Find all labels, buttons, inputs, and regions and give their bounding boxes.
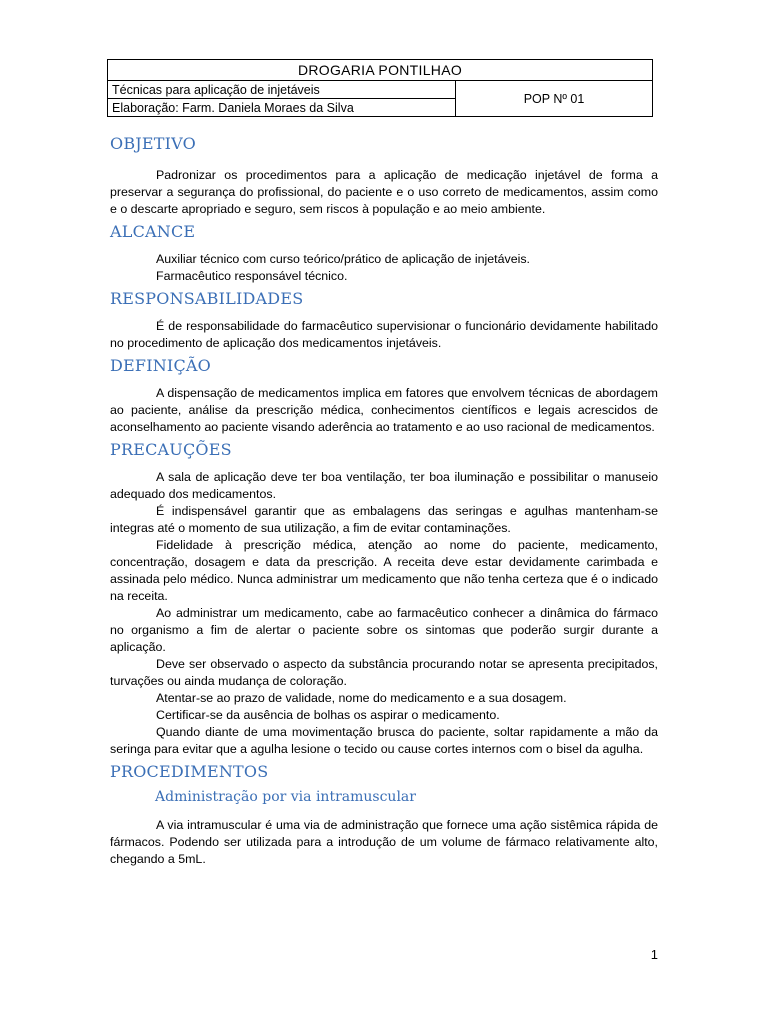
section-title-definicao: DEFINIÇÃO xyxy=(110,356,211,375)
section-title-objetivo: OBJETIVO xyxy=(110,134,196,153)
section-procedimentos xyxy=(110,762,658,868)
subsection-title-intramuscular: Administração por via intramuscular xyxy=(155,789,416,805)
precaucoes-paragraph: Deve ser observado o aspecto da substância procurando notar se apresenta precipitados, turvações ou ainda mudança de coloração. xyxy=(110,657,658,688)
subject-cell: Técnicas para aplicação de injetáveis xyxy=(108,81,456,99)
procedimentos-paragraph: A via intramuscular é uma via de administração que fornece uma ação sistêmica rápida de fármacos. Podendo ser utilizada para a introdução de um volume de fármaco relativamente alto, chegando a 5mL. xyxy=(110,818,658,866)
precaucoes-paragraph: É indispensável garantir que as embalagens das seringas e agulhas mantenham-se integras até o momento de sua utilização, a fim de evitar contaminações. xyxy=(110,504,658,535)
section-title-responsabilidades: RESPONSABILIDADES xyxy=(110,289,304,308)
section-objetivo xyxy=(110,134,658,218)
section-title-procedimentos: PROCEDIMENTOS xyxy=(110,762,269,781)
precaucoes-paragraph: A sala de aplicação deve ter boa ventilação, ter boa iluminação e possibilitar o manuseio adequado dos medicamentos. xyxy=(110,470,658,501)
section-title-alcance: ALCANCE xyxy=(110,222,196,241)
objetivo-paragraph: Padronizar os procedimentos para a aplicação de medicação injetável de forma a preservar a segurança do profissional, do paciente e o uso correto de medicamentos, assim como e o descarte apropriado e seguro, sem riscos à população e ao meio ambiente. xyxy=(110,168,658,216)
document-header-table xyxy=(107,59,653,117)
section-precaucoes xyxy=(110,440,658,758)
pop-number: POP Nº 01 xyxy=(456,81,653,117)
document-body xyxy=(110,134,658,872)
precaucoes-paragraph: Quando diante de uma movimentação brusca do paciente, soltar rapidamente a mão da seringa para evitar que a agulha lesione o tecido ou cause cortes internos com o bisel da agulha. xyxy=(110,725,658,756)
section-alcance xyxy=(110,222,658,285)
precaucoes-paragraph: Atentar-se ao prazo de validade, nome do medicamento e a sua dosagem. xyxy=(156,691,567,705)
precaucoes-paragraph: Fidelidade à prescrição médica, atenção ao nome do paciente, medicamento, concentração, dosagem e data da prescrição. A receita deve estar devidamente carimbada e assinada pelo médico. Nunca administrar um medicamento que não tenha certeza que é o indicado na receita. xyxy=(110,538,658,603)
alcance-paragraph: Auxiliar técnico com curso teórico/prático de aplicação de injetáveis. xyxy=(156,252,530,266)
responsabilidades-paragraph: É de responsabilidade do farmacêutico supervisionar o funcionário devidamente habilitado no procedimento de aplicação dos medicamentos injetáveis. xyxy=(110,319,658,350)
page-number: 1 xyxy=(650,947,658,962)
company-name: DROGARIA PONTILHAO xyxy=(108,60,653,81)
elaboration-cell: Elaboração: Farm. Daniela Moraes da Silva xyxy=(108,99,456,117)
precaucoes-paragraph: Ao administrar um medicamento, cabe ao farmacêutico conhecer a dinâmica do fármaco no organismo a fim de alertar o paciente sobre os sintomas que poderão surgir durante a aplicação. xyxy=(110,606,658,654)
section-responsabilidades xyxy=(110,289,658,352)
section-definicao xyxy=(110,356,658,436)
definicao-paragraph: A dispensação de medicamentos implica em fatores que envolvem técnicas de abordagem ao paciente, análise da prescrição médica, conhecimentos científicos e legais acrescidos de aconselhamento ao paciente visando aderência ao tratamento e ao uso racional de medicamentos. xyxy=(110,386,658,434)
alcance-paragraph: Farmacêutico responsável técnico. xyxy=(156,269,348,283)
precaucoes-paragraph: Certificar-se da ausência de bolhas os aspirar o medicamento. xyxy=(156,708,500,722)
section-title-precaucoes: PRECAUÇÕES xyxy=(110,440,232,459)
